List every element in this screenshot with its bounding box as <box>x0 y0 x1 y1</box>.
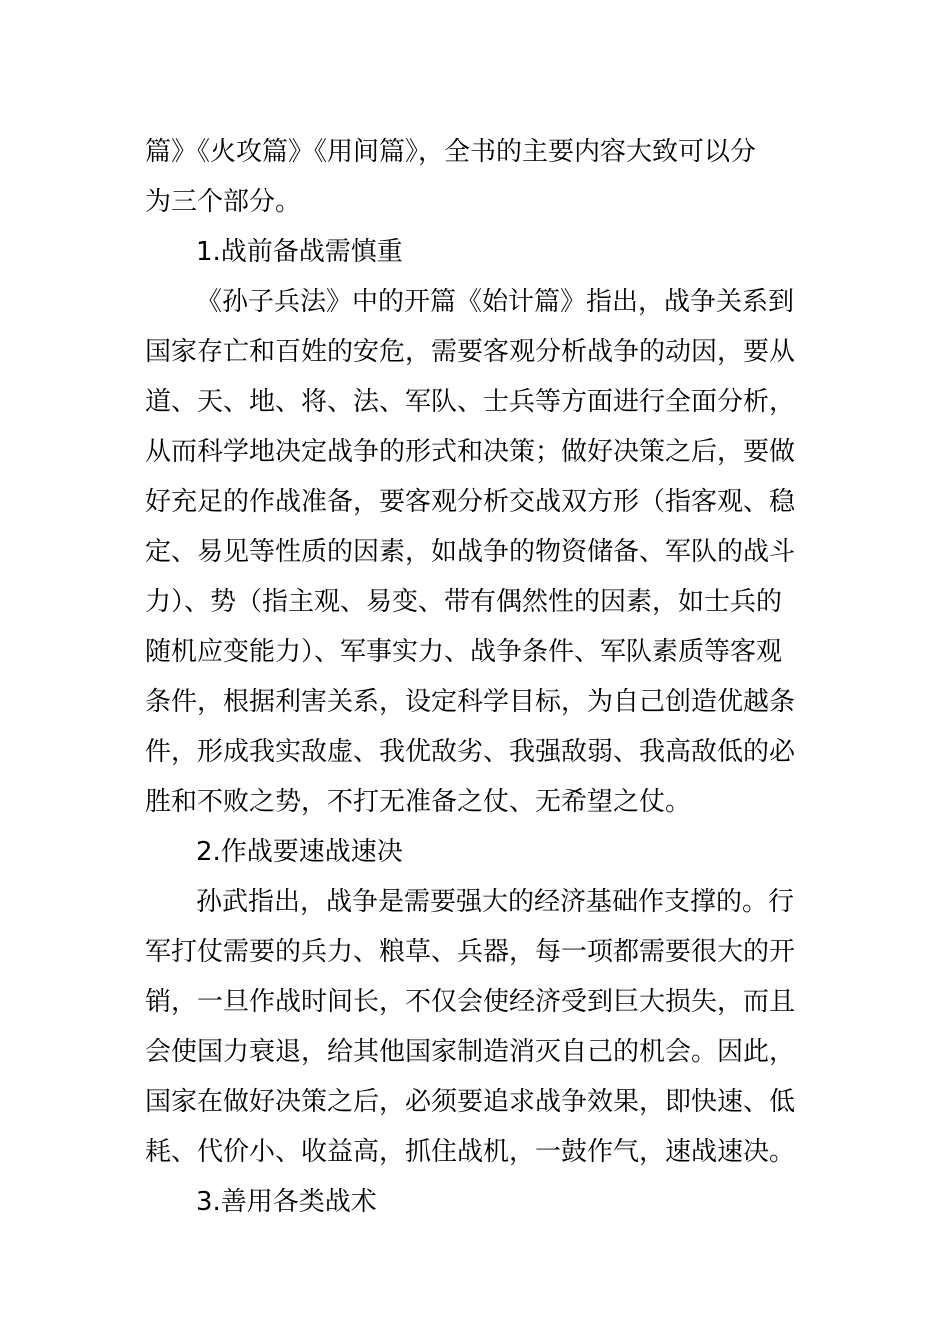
body-text-line: 销，一旦作战时间长，不仅会使经济受到巨大损失，而且 <box>145 987 796 1017</box>
body-text-line: 从而科学地决定战争的形式和决策；做好决策之后，要做 <box>145 437 796 467</box>
body-text-line: 定、易见等性质的因素，如战争的物资储备、军队的战斗 <box>145 537 796 567</box>
body-text-line: 件，形成我实敌虚、我优敌劣、我强敌弱、我高敌低的必 <box>145 737 796 767</box>
body-text-line: 会使国力衰退，给其他国家制造消灭自己的机会。因此， <box>145 1037 796 1067</box>
body-text-line: 胜和不败之势，不打无准备之仗、无希望之仗。 <box>145 787 692 817</box>
body-text-line: 篇》《火攻篇》《用间篇》，全书的主要内容大致可以分 <box>145 137 757 167</box>
body-text-line: 为三个部分。 <box>145 187 302 217</box>
section-heading-1: 1.战前备战需慎重 <box>196 237 403 267</box>
body-text-line: 力）、势（指主观、易变、带有偶然性的因素，如士兵的 <box>145 587 783 617</box>
section-heading-2: 2.作战要速战速决 <box>196 837 403 867</box>
paragraph-start: 《孙子兵法》中的开篇《始计篇》指出，战争关系到 <box>196 287 795 317</box>
body-text-line: 军打仗需要的兵力、粮草、兵器，每一项都需要很大的开 <box>145 937 796 967</box>
section-heading-3: 3.善用各类战术 <box>196 1187 377 1217</box>
body-text-line: 国家存亡和百姓的安危，需要客观分析战争的动因，要从 <box>145 337 796 367</box>
paragraph-start: 孙武指出，战争是需要强大的经济基础作支撑的。行 <box>196 887 795 917</box>
body-text-line: 条件，根据利害关系，设定科学目标，为自己创造优越条 <box>145 687 796 717</box>
body-text-line: 道、天、地、将、法、军队、士兵等方面进行全面分析， <box>145 387 796 417</box>
body-text-line: 随机应变能力）、军事实力、战争条件、军队素质等客观 <box>145 637 783 667</box>
body-text-line: 耗、代价小、收益高，抓住战机，一鼓作气，速战速决。 <box>145 1137 796 1167</box>
body-text-line: 好充足的作战准备，要客观分析交战双方形（指客观、稳 <box>145 487 796 517</box>
body-text-line: 国家在做好决策之后，必须要追求战争效果，即快速、低 <box>145 1087 796 1117</box>
